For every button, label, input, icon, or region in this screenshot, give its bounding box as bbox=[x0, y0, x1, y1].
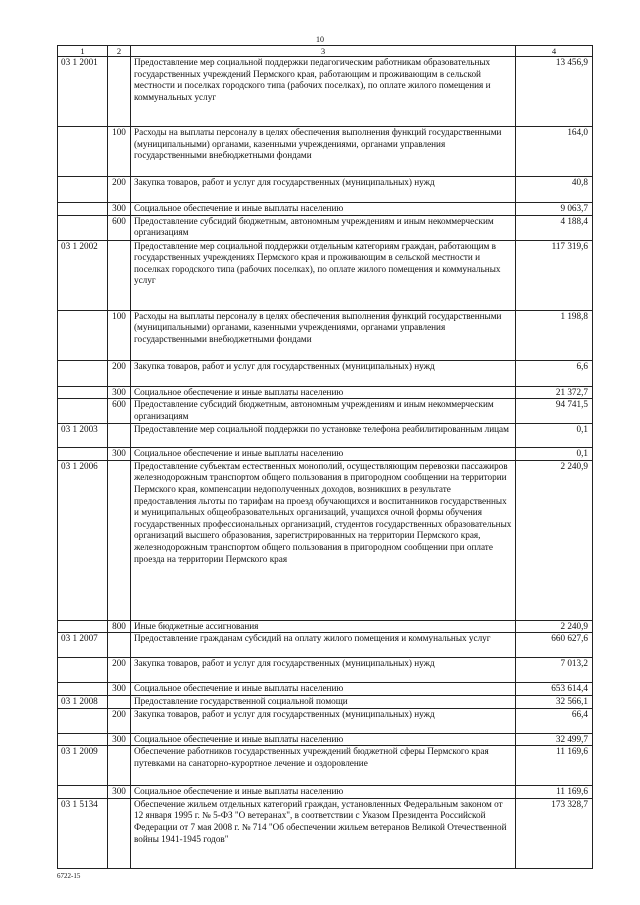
kind-cell bbox=[108, 695, 131, 708]
amount-cell: 1 198,8 bbox=[516, 310, 593, 360]
description-cell: Обеспечение работников государственных учреждений бюджетной сферы Пермского края путевками на санаторно-курортное лечение и оздоровление bbox=[131, 746, 516, 786]
code-cell bbox=[58, 127, 108, 177]
code-cell: 03 1 5134 bbox=[58, 798, 108, 868]
table-row bbox=[58, 203, 593, 216]
table-row bbox=[58, 215, 593, 240]
table-row bbox=[58, 448, 593, 461]
description-cell: Закупка товаров, работ и услуг для государственных (муниципальных) нужд bbox=[131, 360, 516, 386]
amount-cell: 11 169,6 bbox=[516, 786, 593, 799]
amount-cell: 94 741,5 bbox=[516, 399, 593, 424]
description-cell: Предоставление субъектам естественных монополий, осуществляющим перевозки пассажиров железнодорожным транспортом общего пользования в пригородном сообщении на территории Пермского края, компенсации недополученных доходов, возникших в результате предоставления льготы по тарифам на проезд обучающихся и воспитанников государственных и муниципальных общеобразовательных организаций, учащихся очной формы обучения государственных профессиональных организаций, студентов государственных образовательных организаций высшего образования, зарегистрированных на территории Пермского края, железнодорожным транспортом общего пользования в пригородном сообщении при оплате проезда на территории Пермского края bbox=[131, 460, 516, 620]
amount-cell: 40,8 bbox=[516, 177, 593, 203]
description-cell: Предоставление мер социальной поддержки педагогическим работникам образовательных государственных учреждений Пермского края, работающим и проживающим в сельской местности и поселках городского типа (рабочих поселках), по оплате жилого помещения и коммунальных услуг bbox=[131, 57, 516, 127]
code-cell bbox=[58, 177, 108, 203]
amount-cell: 21 372,7 bbox=[516, 386, 593, 399]
code-cell bbox=[58, 733, 108, 746]
header-row bbox=[58, 46, 593, 57]
header-cell-1: 1 bbox=[58, 46, 108, 57]
kind-cell: 100 bbox=[108, 310, 131, 360]
header-cell-3: 3 bbox=[131, 46, 516, 57]
code-cell: 03 1 2002 bbox=[58, 240, 108, 310]
code-cell bbox=[58, 708, 108, 733]
amount-cell: 660 627,6 bbox=[516, 633, 593, 658]
table-row bbox=[58, 733, 593, 746]
kind-cell: 300 bbox=[108, 203, 131, 216]
amount-cell: 32 499,7 bbox=[516, 733, 593, 746]
kind-cell bbox=[108, 633, 131, 658]
code-cell bbox=[58, 386, 108, 399]
description-cell: Предоставление государственной социальной помощи bbox=[131, 695, 516, 708]
table-row bbox=[58, 460, 593, 620]
code-cell: 03 1 2001 bbox=[58, 57, 108, 127]
table-row bbox=[58, 695, 593, 708]
kind-cell: 100 bbox=[108, 127, 131, 177]
kind-cell: 300 bbox=[108, 733, 131, 746]
kind-cell bbox=[108, 424, 131, 448]
description-cell: Предоставление субсидий бюджетным, автономным учреждениям и иным некоммерческим организациям bbox=[131, 399, 516, 424]
description-cell: Закупка товаров, работ и услуг для государственных (муниципальных) нужд bbox=[131, 658, 516, 683]
description-cell: Социальное обеспечение и иные выплаты населению bbox=[131, 733, 516, 746]
code-cell bbox=[58, 786, 108, 799]
kind-cell: 600 bbox=[108, 215, 131, 240]
kind-cell: 300 bbox=[108, 448, 131, 461]
code-cell bbox=[58, 360, 108, 386]
table-row bbox=[58, 424, 593, 448]
kind-cell bbox=[108, 798, 131, 868]
amount-cell: 0,1 bbox=[516, 448, 593, 461]
kind-cell: 800 bbox=[108, 620, 131, 633]
code-cell bbox=[58, 310, 108, 360]
description-cell: Социальное обеспечение и иные выплаты населению bbox=[131, 386, 516, 399]
description-cell: Закупка товаров, работ и услуг для государственных (муниципальных) нужд bbox=[131, 177, 516, 203]
kind-cell: 300 bbox=[108, 786, 131, 799]
description-cell: Предоставление субсидий бюджетным, автономным учреждениям и иным некоммерческим организациям bbox=[131, 215, 516, 240]
table-row bbox=[58, 386, 593, 399]
page-number: 10 bbox=[316, 35, 324, 44]
description-cell: Социальное обеспечение и иные выплаты населению bbox=[131, 448, 516, 461]
kind-cell: 300 bbox=[108, 386, 131, 399]
code-cell: 03 1 2006 bbox=[58, 460, 108, 620]
description-cell: Социальное обеспечение и иные выплаты населению bbox=[131, 683, 516, 696]
amount-cell: 0,1 bbox=[516, 424, 593, 448]
description-cell: Расходы на выплаты персоналу в целях обеспечения выполнения функций государственными (муниципальными) органами, казенными учреждениями, органами управления государственными внебюджетными фондами bbox=[131, 127, 516, 177]
budget-table bbox=[57, 45, 593, 869]
description-cell: Закупка товаров, работ и услуг для государственных (муниципальных) нужд bbox=[131, 708, 516, 733]
amount-cell: 2 240,9 bbox=[516, 620, 593, 633]
amount-cell: 32 566,1 bbox=[516, 695, 593, 708]
code-cell bbox=[58, 399, 108, 424]
amount-cell: 7 013,2 bbox=[516, 658, 593, 683]
description-cell: Социальное обеспечение и иные выплаты населению bbox=[131, 786, 516, 799]
code-cell: 03 1 2008 bbox=[58, 695, 108, 708]
description-cell: Социальное обеспечение и иные выплаты населению bbox=[131, 203, 516, 216]
kind-cell: 300 bbox=[108, 683, 131, 696]
header-cell-2: 2 bbox=[108, 46, 131, 57]
footer-code: 6722-15 bbox=[57, 872, 81, 880]
table-row bbox=[58, 177, 593, 203]
kind-cell bbox=[108, 746, 131, 786]
table-row bbox=[58, 633, 593, 658]
table-row bbox=[58, 658, 593, 683]
amount-cell: 173 328,7 bbox=[516, 798, 593, 868]
amount-cell: 66,4 bbox=[516, 708, 593, 733]
amount-cell: 13 456,9 bbox=[516, 57, 593, 127]
code-cell bbox=[58, 620, 108, 633]
code-cell bbox=[58, 658, 108, 683]
amount-cell: 117 319,6 bbox=[516, 240, 593, 310]
description-cell: Расходы на выплаты персоналу в целях обеспечения выполнения функций государственными (муниципальными) органами, казенными учреждениями, органами управления государственными внебюджетными фондами bbox=[131, 310, 516, 360]
table-row bbox=[58, 786, 593, 799]
kind-cell bbox=[108, 240, 131, 310]
kind-cell: 200 bbox=[108, 177, 131, 203]
kind-cell: 600 bbox=[108, 399, 131, 424]
description-cell: Обеспечение жильем отдельных категорий граждан, установленных Федеральным законом от 12 января 1995 г. № 5-ФЗ "О ветеранах", в соответствии с Указом Президента Российской Федерации от 7 мая 2008 г. № 714 "Об обеспечении жильем ветеранов Великой Отечественной войны 1941-1945 годов" bbox=[131, 798, 516, 868]
description-cell: Предоставление мер социальной поддержки по установке телефона реабилитированным лицам bbox=[131, 424, 516, 448]
table-row bbox=[58, 399, 593, 424]
table-row bbox=[58, 57, 593, 127]
table-row bbox=[58, 683, 593, 696]
kind-cell: 200 bbox=[108, 658, 131, 683]
kind-cell: 200 bbox=[108, 360, 131, 386]
kind-cell: 200 bbox=[108, 708, 131, 733]
amount-cell: 6,6 bbox=[516, 360, 593, 386]
table-row bbox=[58, 127, 593, 177]
code-cell bbox=[58, 203, 108, 216]
amount-cell: 2 240,9 bbox=[516, 460, 593, 620]
table-row bbox=[58, 708, 593, 733]
table-row bbox=[58, 360, 593, 386]
amount-cell: 653 614,4 bbox=[516, 683, 593, 696]
table-row bbox=[58, 310, 593, 360]
amount-cell: 9 063,7 bbox=[516, 203, 593, 216]
table-row bbox=[58, 746, 593, 786]
description-cell: Предоставление гражданам субсидий на оплату жилого помещения и коммунальных услуг bbox=[131, 633, 516, 658]
amount-cell: 11 169,6 bbox=[516, 746, 593, 786]
amount-cell: 4 188,4 bbox=[516, 215, 593, 240]
code-cell: 03 1 2007 bbox=[58, 633, 108, 658]
code-cell bbox=[58, 215, 108, 240]
table-row bbox=[58, 620, 593, 633]
kind-cell bbox=[108, 57, 131, 127]
amount-cell: 164,0 bbox=[516, 127, 593, 177]
code-cell bbox=[58, 683, 108, 696]
table-row bbox=[58, 240, 593, 310]
header-cell-4: 4 bbox=[516, 46, 593, 57]
code-cell bbox=[58, 448, 108, 461]
description-cell: Предоставление мер социальной поддержки отдельным категориям граждан, работающим в государственных учреждениях Пермского края и проживающим в сельской местности и поселках городского типа (рабочих поселках), по оплате жилого помещения и коммунальных услуг bbox=[131, 240, 516, 310]
kind-cell bbox=[108, 460, 131, 620]
code-cell: 03 1 2003 bbox=[58, 424, 108, 448]
description-cell: Иные бюджетные ассигнования bbox=[131, 620, 516, 633]
code-cell: 03 1 2009 bbox=[58, 746, 108, 786]
table-row bbox=[58, 798, 593, 868]
